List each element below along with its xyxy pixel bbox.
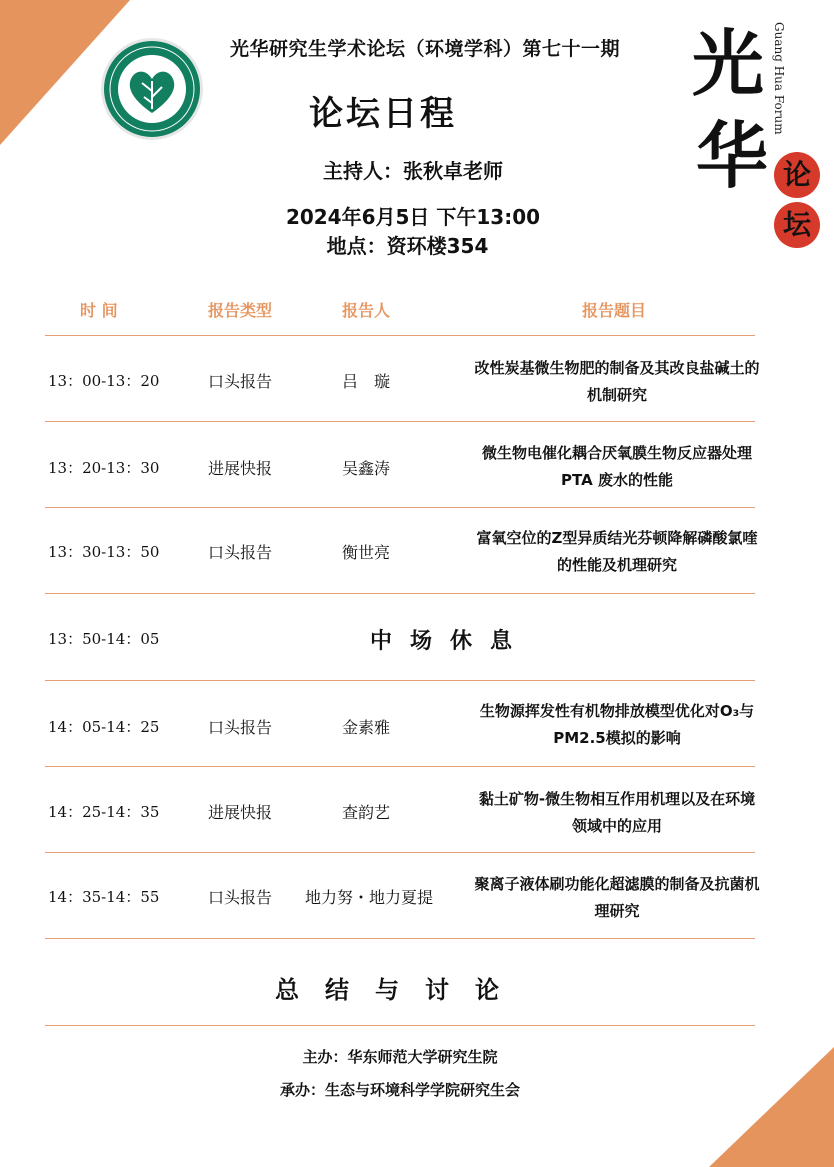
row-title: 改性炭基微生物肥的制备及其改良盐碱土的机制研究 — [474, 359, 760, 404]
venue: 地点：资环楼354 — [326, 234, 489, 258]
divider — [45, 1025, 755, 1026]
column-header-type: 报告类型 — [208, 301, 273, 320]
host-name: 主持人：张秋卓老师 — [323, 159, 503, 183]
row-title: 富氧空位的Z型异质结光芬顿降解磷酸氯喹的性能及机理研究 — [476, 529, 758, 574]
row-type: 进展快报 — [208, 459, 273, 478]
row-time: 14：25-14：35 — [48, 803, 160, 821]
brand-char-hua: 华 — [696, 113, 769, 198]
column-header-speaker: 报告人 — [342, 301, 391, 320]
row-speaker: 吴鑫涛 — [342, 459, 391, 478]
row-title: 微生物电催化耦合厌氧膜生物反应器处理PTA 废水的性能 — [481, 444, 752, 489]
co-organization: 承办：生态与环境科学学院研究生会 — [279, 1081, 520, 1099]
date-time: 2024年6月5日 下午13:00 — [285, 205, 541, 229]
brand-seal-lun: 论 — [774, 152, 820, 198]
row-title: 黏土矿物-微生物相互作用机理以及在环境领域中的应用 — [478, 790, 756, 835]
row-title: 聚离子液体刷功能化超滤膜的制备及抗菌机理研究 — [474, 875, 760, 920]
row-speaker: 吕 璇 — [342, 372, 391, 391]
row-time: 13：20-13：30 — [48, 459, 160, 477]
divider — [45, 680, 755, 681]
row-time: 13：30-13：50 — [48, 543, 160, 561]
divider — [45, 938, 755, 939]
series-title: 光华研究生学术论坛（环境学科）第七十一期 — [229, 38, 620, 60]
row-type: 口头报告 — [208, 888, 273, 907]
host-organization: 主办：华东师范大学研究生院 — [302, 1048, 498, 1066]
row-time: 14：35-14：55 — [48, 888, 160, 906]
row-speaker: 查韵艺 — [342, 803, 391, 822]
break-label: 中场休息 — [369, 629, 530, 654]
row-speaker: 地力努・地力夏提 — [305, 888, 434, 907]
divider — [45, 507, 755, 508]
row-time: 14：05-14：25 — [48, 718, 160, 736]
divider — [45, 421, 755, 422]
row-title: 生物源挥发性有机物排放模型优化对O₃与PM2.5模拟的影响 — [479, 702, 755, 747]
row-speaker: 金素雅 — [342, 718, 391, 737]
summary-heading: 总结与讨论 — [275, 976, 525, 1004]
page-title: 论坛日程 — [309, 94, 457, 134]
row-type: 口头报告 — [208, 543, 273, 562]
row-time: 13：00-13：20 — [48, 372, 160, 390]
divider — [45, 766, 755, 767]
divider — [45, 852, 755, 853]
divider — [45, 335, 755, 336]
divider — [45, 593, 755, 594]
break-time: 13：50-14：05 — [48, 630, 160, 648]
column-header-title: 报告题目 — [582, 301, 647, 320]
row-speaker: 衡世亮 — [342, 543, 391, 562]
brand-seal-tan: 坛 — [774, 202, 820, 248]
row-type: 进展快报 — [208, 803, 273, 822]
brand-char-guang: 光 — [692, 21, 765, 106]
row-type: 口头报告 — [208, 718, 273, 737]
column-header-time: 时 间 — [80, 301, 118, 320]
brand-english: Guang Hua Forum — [772, 22, 786, 135]
brand-block — [690, 20, 830, 260]
row-type: 口头报告 — [208, 372, 273, 391]
